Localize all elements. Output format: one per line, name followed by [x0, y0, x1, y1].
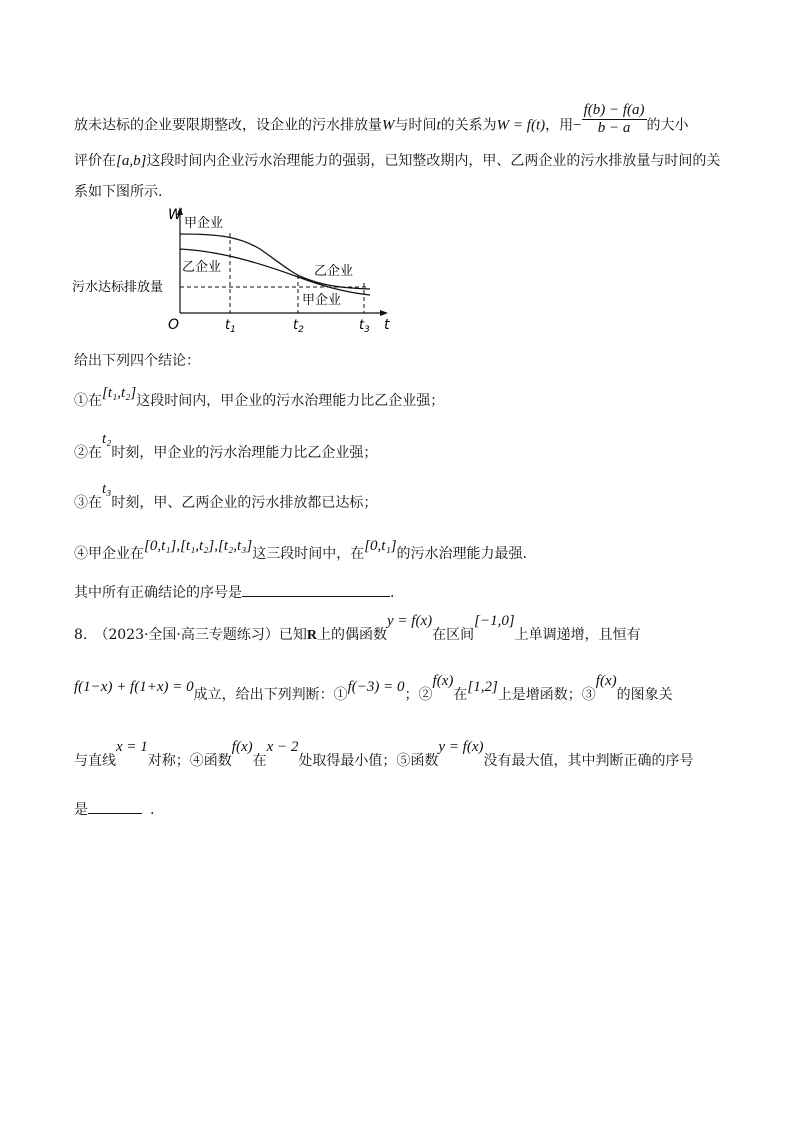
- equation-f-neg3: f(−3) = 0: [347, 679, 405, 695]
- conclusion-2: [74, 431, 378, 462]
- intro-text: 这段时间内企业污水治理能力的强弱，已知整改期内，甲、乙两企业的污水排放量与时间的关: [146, 153, 721, 169]
- interval-0-t1: [0,t₁]: [364, 538, 397, 554]
- function-y: y = f(x): [438, 739, 484, 755]
- label-yi-right: 乙企业: [314, 264, 354, 279]
- problem-text: 没有最大值，其中判断正确的序号: [483, 753, 694, 769]
- interval-neg1-0: [−1,0]: [474, 613, 515, 629]
- x-axis-label: t: [384, 317, 390, 333]
- intro-text: 的关系为: [440, 117, 497, 134]
- intro-text: 的大小: [646, 117, 689, 134]
- question-text: 其中所有正确结论的序号是: [74, 585, 242, 601]
- problem-text: 成立，给出下列判断：①: [193, 687, 348, 703]
- intro-line-2: [74, 152, 720, 170]
- conclusion-text: 这段时间内，甲企业的污水治理能力比乙企业强；: [136, 393, 445, 409]
- problem-text: 在区间: [432, 627, 475, 643]
- equation-w: W = f(t): [496, 117, 546, 134]
- tick-t3: $t_3$: [359, 318, 370, 335]
- interval-t1-t2: [t₁,t₂]: [102, 385, 137, 401]
- var-w: W: [382, 117, 395, 134]
- x-axis-arrow: [380, 310, 388, 316]
- fraction-denominator: b − a: [597, 120, 631, 136]
- function-f: f(x): [432, 673, 454, 689]
- problem8-line-1: [74, 613, 641, 645]
- question-line: [74, 584, 394, 602]
- intro-text: ，用: [545, 117, 574, 134]
- problem-text: 在: [453, 687, 468, 703]
- problem-text: 上单调递增，且恒有: [514, 627, 641, 643]
- comma: ,: [214, 538, 219, 554]
- tick-t1: $t_1$: [225, 318, 236, 335]
- conclusion-text: 时刻，甲企业的污水治理能力比乙企业强；: [111, 445, 378, 461]
- interval-1-2: [1,2]: [467, 679, 498, 695]
- fraction-numerator: f(b) − f(a): [583, 102, 645, 118]
- label-yi-left: 乙企业: [182, 260, 222, 275]
- problem-text: 的图象关: [616, 687, 673, 703]
- equation-symmetry: f(1−x) + f(1+x) = 0: [74, 679, 194, 695]
- line-x1: x = 1: [116, 739, 148, 755]
- lead-text: 给出下列四个结论：: [74, 353, 200, 369]
- conclusion-3: [74, 481, 378, 512]
- conclusion-text: 的污水治理能力最强.: [396, 546, 527, 562]
- conclusion-text: 这三段时间中，在: [252, 546, 365, 562]
- function-f: f(x): [595, 673, 617, 689]
- problem-text: 对称；④函数: [147, 753, 232, 769]
- conclusion-text: ①在: [74, 393, 102, 409]
- interval-0-t1: [0,t₁]: [144, 538, 177, 554]
- conclusions-lead: [74, 352, 200, 370]
- time-t3: t₃: [102, 481, 112, 497]
- conclusion-text: 时刻，甲、乙两企业的污水排放都已达标；: [111, 495, 378, 511]
- conclusion-4: [74, 538, 527, 563]
- minus-sign: −: [573, 117, 582, 134]
- interval-ab: [a,b]: [116, 153, 147, 169]
- period: .: [150, 802, 155, 818]
- problem8-line-2: [74, 673, 673, 704]
- interval-t1-t2: [t₁,t₂]: [180, 538, 215, 554]
- intro-line-1: [74, 102, 689, 143]
- conclusion-text: ④甲企业在: [74, 546, 144, 562]
- intro-text: 放未达标的企业要限期整改，设企业的污水排放量: [74, 117, 382, 134]
- conclusion-text: ③在: [74, 495, 102, 511]
- problem-text: 上的偶函数: [317, 627, 388, 643]
- intro-text: 与时间: [394, 117, 437, 134]
- function-y: y = f(x): [387, 613, 433, 629]
- problem-text: 处取得最小值；⑤函数: [298, 753, 439, 769]
- intro-text: 评价在: [74, 153, 116, 169]
- time-t2: t₂: [102, 431, 112, 447]
- problem-text: 是: [74, 802, 88, 818]
- problem-text: 8. （2023·全国·高三专题练习）已知: [74, 627, 307, 643]
- rate-fraction: [582, 102, 647, 137]
- var-t: t: [436, 117, 441, 134]
- period: .: [390, 585, 395, 601]
- problem-text: 上是增函数；③: [497, 687, 596, 703]
- emission-graph: [70, 205, 400, 335]
- conclusion-1: [74, 385, 445, 410]
- label-jia-right: 甲企业: [302, 293, 342, 308]
- interval-t2-t3: [t₂,t₃]: [218, 538, 253, 554]
- problem-text: ；②: [404, 687, 433, 703]
- intro-line-3: [74, 183, 162, 201]
- comma: ,: [176, 538, 181, 554]
- origin-label: O: [168, 317, 180, 333]
- y-axis-label: W: [168, 207, 182, 223]
- tick-t2: $t_2$: [293, 318, 304, 335]
- answer-blank[interactable]: [88, 801, 142, 814]
- problem8-line-4: [74, 801, 154, 819]
- standard-label: 污水达标排放量: [72, 280, 164, 295]
- problem-text: 与直线: [74, 753, 116, 769]
- label-jia-top: 甲企业: [184, 216, 224, 231]
- problem-text: 在: [252, 753, 267, 769]
- problem8-line-3: [74, 739, 694, 770]
- function-f: f(x): [231, 739, 253, 755]
- set-r: R: [306, 628, 318, 643]
- conclusion-text: ②在: [74, 445, 102, 461]
- intro-text: 系如下图所示.: [74, 184, 163, 200]
- value-x-minus-2: x − 2: [266, 739, 299, 755]
- answer-blank[interactable]: [242, 584, 390, 597]
